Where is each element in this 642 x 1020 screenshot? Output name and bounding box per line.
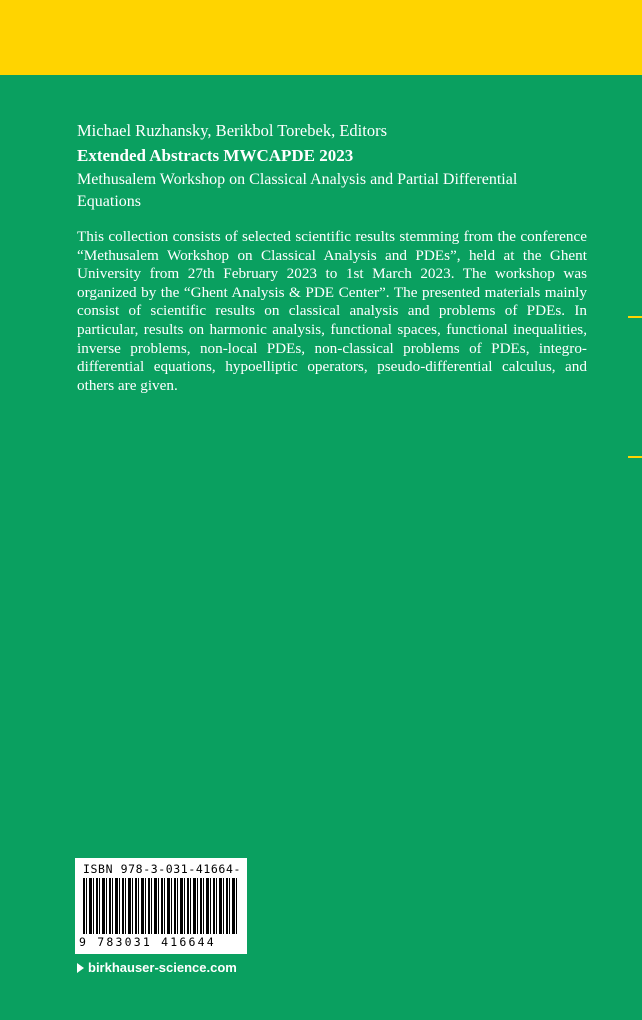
arrow-right-icon bbox=[77, 963, 84, 973]
barcode-digits: 9 783031 416644 bbox=[79, 935, 216, 949]
book-subtitle: Methusalem Workshop on Classical Analysis and Partial Differential Equations bbox=[77, 171, 518, 210]
top-yellow-band bbox=[0, 0, 642, 75]
book-abstract: This collection consists of selected scientific results stemming from the conference “Methusalem Workshop on Classical Analysis and PDEs”, held at the Ghent University from 27th February 2023 to 1st March 2023. The workshop was organized by the “Ghent Analysis & PDE Center”. The presented materials mainly consist of scientific results on classical analysis and problems of PDEs. In particular, results on harmonic analysis, functional spaces, functional inequalities, inverse problems, non-local PDEs, non-classical problems of PDEs, integro-differential equations, hypoelliptic operators, pseudo-differential calculus, and others are given. bbox=[77, 228, 587, 394]
editors-line: Michael Ruzhansky, Berikbol Torebek, Editors bbox=[77, 121, 387, 140]
edge-marker bbox=[628, 316, 642, 318]
edge-marker bbox=[628, 456, 642, 458]
isbn-barcode bbox=[75, 858, 247, 954]
book-title: Extended Abstracts MWCAPDE 2023 bbox=[77, 146, 354, 165]
isbn-label: ISBN 978-3-031-41664- bbox=[83, 862, 241, 876]
barcode-bars bbox=[83, 878, 239, 934]
website-label: birkhauser-science.com bbox=[88, 960, 237, 975]
publisher-website[interactable] bbox=[77, 960, 237, 975]
